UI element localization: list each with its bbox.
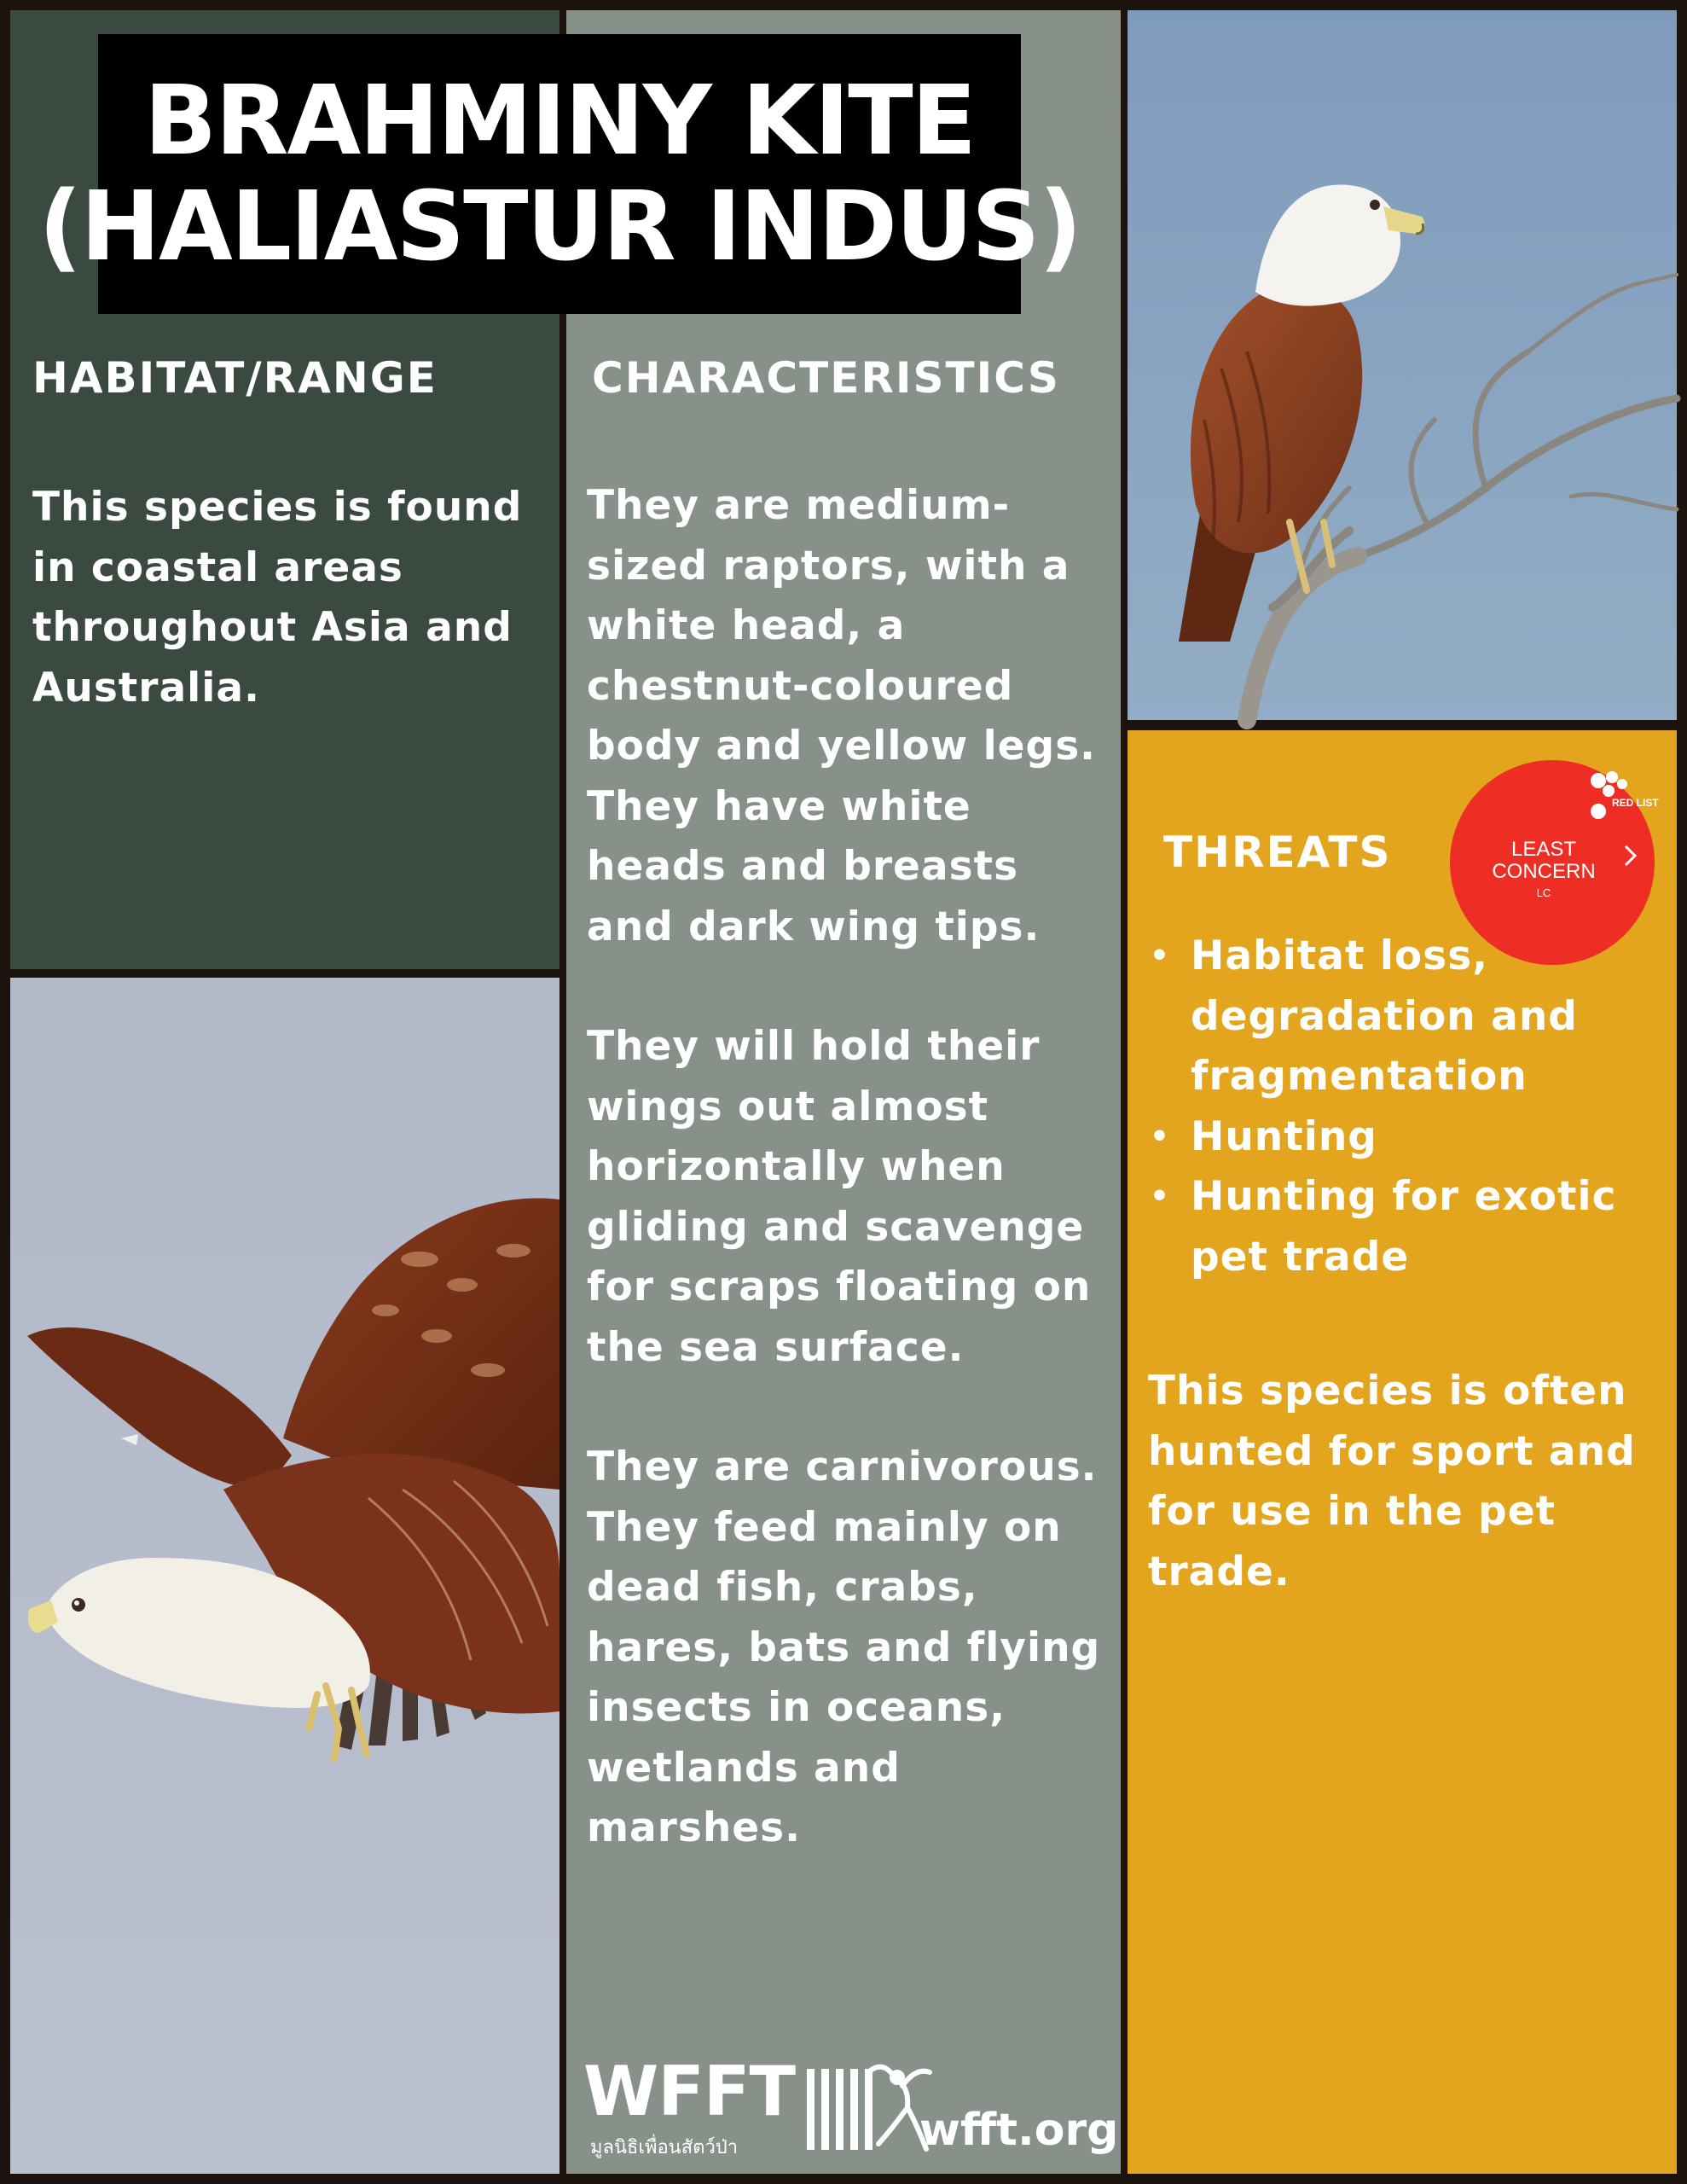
list-item: • Hunting bbox=[1148, 1107, 1660, 1168]
characteristics-paragraph: They will hold their wings out almost horizontally when gliding and scavenge for scraps floating on the sea surface. bbox=[587, 1023, 1092, 1371]
wfft-gibbon-logo-icon bbox=[807, 2060, 935, 2158]
red-list-logo-text: RED LIST bbox=[1612, 797, 1659, 809]
red-list-code: LC bbox=[1536, 886, 1551, 899]
title-common-name: BRAHMINY KITE bbox=[143, 66, 976, 177]
characteristics-body bbox=[587, 476, 1116, 1859]
threats-body: This species is often hunted for sport and for use in the pet trade. bbox=[1148, 1368, 1636, 1595]
characteristics-panel bbox=[566, 10, 1121, 2174]
list-item: • Hunting for exotic pet trade bbox=[1148, 1167, 1660, 1287]
threats-list bbox=[1148, 926, 1660, 1287]
wfft-thai-name: มูลนิธิเพื่อนสัตว์ป่า bbox=[590, 2137, 739, 2158]
threats-heading: THREATS bbox=[1163, 828, 1392, 877]
wfft-logo-text: WFFT bbox=[583, 2052, 796, 2131]
wfft-url: wfft.org bbox=[919, 2105, 1119, 2156]
characteristics-paragraph: They are medium-sized raptors, with a white head, a chestnut-coloured body and yellow legs. They have white heads and breasts and dark wing tips. bbox=[587, 482, 1097, 950]
characteristics-paragraph: They are carnivorous. They feed mainly on dead fish, crabs, hares, bats and flying insects in oceans, wetlands and marshes. bbox=[587, 1443, 1101, 1851]
threats-panel bbox=[1128, 730, 1677, 2174]
red-list-logo-icon bbox=[1586, 769, 1659, 828]
wfft-logo bbox=[583, 2053, 933, 2164]
perched-kite-photo bbox=[1128, 10, 1677, 720]
habitat-body: This species is found in coastal areas throughout Asia and Australia. bbox=[32, 484, 523, 712]
red-list-status-line2: CONCERN bbox=[1492, 860, 1596, 883]
list-item: • Habitat loss, degradation and fragmentation bbox=[1148, 926, 1660, 1107]
red-list-status-line1: LEAST bbox=[1510, 838, 1577, 861]
characteristics-heading: CHARACTERISTICS bbox=[592, 353, 1060, 403]
page-title bbox=[38, 34, 1081, 314]
title-scientific-name: (HALIASTUR INDUS) bbox=[38, 171, 1081, 282]
flying-kite-photo bbox=[10, 978, 559, 2174]
habitat-heading: HABITAT/RANGE bbox=[32, 353, 438, 403]
chevron-right-icon bbox=[1623, 844, 1638, 868]
